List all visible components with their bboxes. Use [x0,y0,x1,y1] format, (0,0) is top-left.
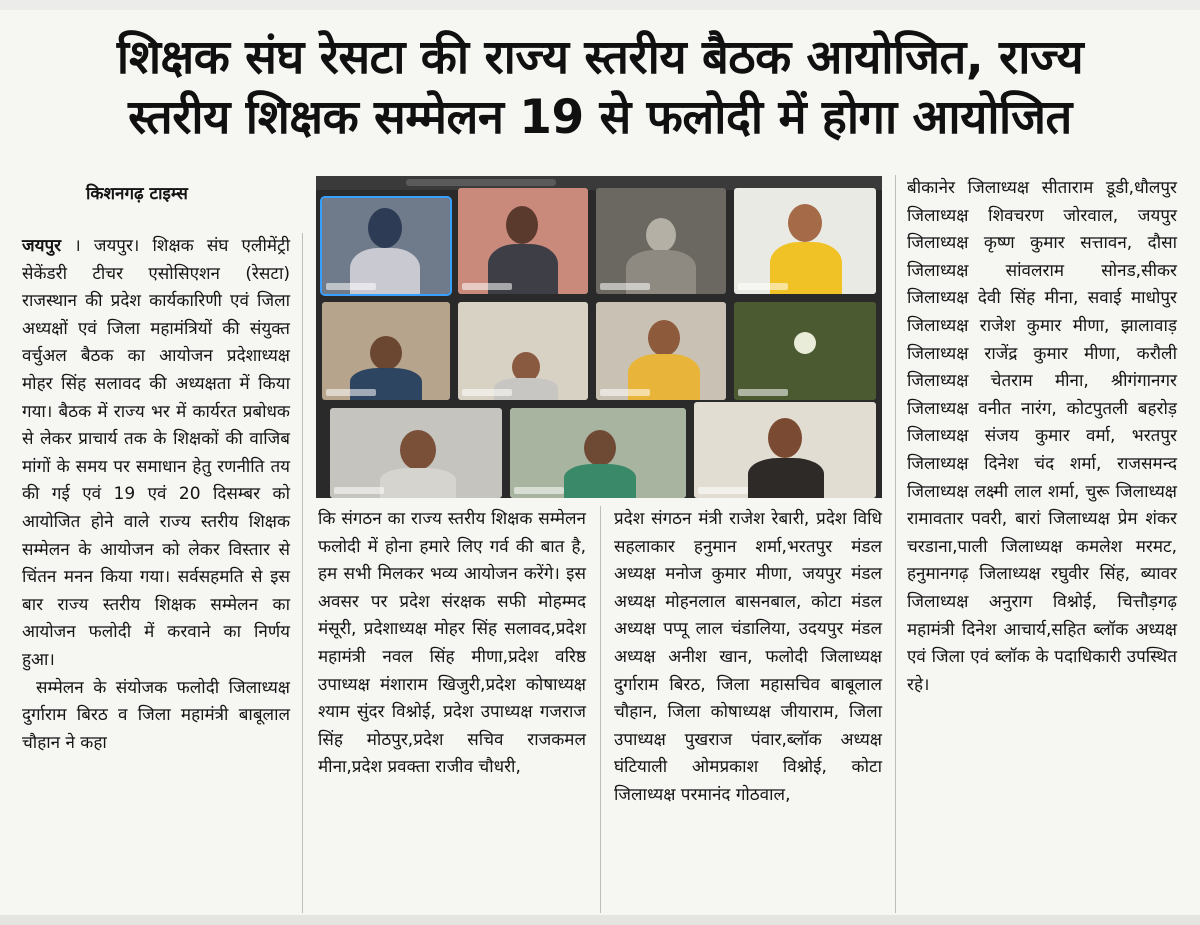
headline [0,28,1200,148]
participant-tile [458,188,588,294]
participant-tile [596,302,726,400]
participant-tile [734,302,876,400]
video-meeting-photo [316,176,882,498]
participant-tile [322,302,450,400]
participant-tile [510,408,686,498]
dateline: जयपुर [22,236,62,256]
participant-tile [330,408,502,498]
participant-tile [596,188,726,294]
article-column-4 [907,175,1177,699]
column-4-text: बीकानेर जिलाध्यक्ष सीताराम डूडी,धौलपुर जिलाध्यक्ष शिवचरण जोरवाल, जयपुर जिलाध्यक्ष कृष्ण कुमार सत्तावन, दौसा जिलाध्यक्ष सांवलराम सोनड,सीकर जिलाध्यक्ष देवी सिंह मीना, सवाई माधोपुर जिलाध्यक्ष राजेश कुमार मीणा, झालावाड़ जिलाध्यक्ष राजेंद्र कुमार मीणा, करौली जिलाध्यक्ष चेतराम मीना, श्रीगंगानगर जिलाध्यक्ष वनीत नारंग, कोटपुतली बहरोड़ जिलाध्यक्ष संजय कुमार वर्मा, भरतपुर जिलाध्यक्ष दिनेश चंद शर्मा, राजसमन्द जिलाध्यक्ष लक्ष्मी लाल शर्मा, चुरू जिलाध्यक्ष रामावतार पवरी, बारां जिलाध्यक्ष प्रेम शंकर चरडाना,पाली जिलाध्यक्ष कमलेश मरमट, हनुमानगढ़ जिलाध्यक्ष रघुवीर सिंह, ब्यावर जिलाध्यक्ष अनुराग विश्नोई, चित्तौड़गढ़ महामंत्री दिनेश आचार्य,सहित ब्लॉक अध्यक्ष एवं जिला एवं ब्लॉक के पदाधिकारी उपस्थित रहे। [907,178,1177,695]
headline-line-2: स्तरीय शिक्षक सम्मेलन 19 से फलोदी में होगा आयोजित [128,90,1072,145]
article-column-3 [614,506,882,810]
article-column-2 [318,506,586,782]
column-divider [895,175,896,913]
article-column-1 [22,233,290,757]
participant-tile [694,402,876,498]
column-1-paragraph-2: सम्मेलन के संयोजक फलोदी जिलाध्यक्ष दुर्गाराम बिरठ व जिला महामंत्री बाबूलाल चौहान ने कहा [22,677,290,753]
column-3-text: प्रदेश संगठन मंत्री राजेश रेबारी, प्रदेश विधि सहलाकार हनुमान शर्मा,भरतपुर मंडल अध्यक्ष मनोज कुमार मीणा, जयपुर मंडल अध्यक्ष मोहनलाल बासनबाल, कोटा मंडल अध्यक्ष पप्पू लाल चंडालिया, उदयपुर मंडल अध्यक्ष अनीश खान, फलोदी जिलाध्यक्ष दुर्गाराम बिरठ, जिला महासचिव बाबूलाल चौहान, जिला कोषाध्यक्ष जीयाराम, जिला उपाध्यक्ष पुखराज पंवार,ब्लॉक अध्यक्ष घंटियाली ओमप्रकाश विश्नोई, कोटा जिलाध्यक्ष परमानंद गोठवाल, [614,509,882,805]
next-page-edge [0,915,1200,925]
participant-tile [458,302,588,400]
headline-line-1: शिक्षक संघ रेसटा की राज्य स्तरीय बैठक आयोजित, राज्य [116,30,1084,85]
participant-tile [322,198,450,294]
column-divider [600,506,601,913]
byline: किशनगढ़ टाइम्स [86,184,188,204]
column-divider [302,233,303,913]
column-2-text: कि संगठन का राज्य स्तरीय शिक्षक सम्मेलन फलोदी में होना हमारे लिए गर्व की बात है, हम सभी मिलकर भव्य आयोजन करेंगे। इस अवसर पर प्रदेश संरक्षक सफी मोहम्मद मंसूरी, प्रदेशाध्यक्ष मोहर सिंह सलावद,प्रदेश महामंत्री नवल सिंह मीणा,प्रदेश वरिष्ठ उपाध्यक्ष मंशाराम खिजुरी,प्रदेश कोषाध्यक्ष श्याम सुंदर विश्नोई, प्रदेश उपाध्यक्ष गजराज सिंह मोठपुर,प्रदेश सचिव राजकमल मीना,प्रदेश प्रवक्ता राजीव चौधरी, [318,509,586,778]
participant-tile [734,188,876,294]
previous-page-edge [0,0,1200,10]
column-1-paragraph-1: । जयपुर। शिक्षक संघ एलीमेंट्री सेकेंडरी टीचर एसोसिएशन (रेसटा) राजस्थान की प्रदेश कार्यकारिणी एवं जिला अध्यक्षों एवं जिला महामंत्रियों की संयुक्त वर्चुअल बैठक का आयोजन प्रदेशाध्यक्ष मोहर सिंह सलावद की अध्यक्षता में किया गया। बैठक में राज्य भर में कार्यरत प्रबोधक से लेकर प्राचार्य तक के शिक्षकों की वाजिब मांगों के समय पर समाधान हेतु रणनीति तय की गई एवं 19 एवं 20 दिसम्बर को आयोजित होने वाले राज्य स्तरीय शिक्षक सम्मेलन के आयोजन को लेकर विस्तार से चिंतन मनन किया गया। सर्वसहमति से इस बार राज्य स्तरीय शिक्षक सम्मेलन का आयोजन फलोदी में करवाने का निर्णय हुआ। [22,236,290,670]
